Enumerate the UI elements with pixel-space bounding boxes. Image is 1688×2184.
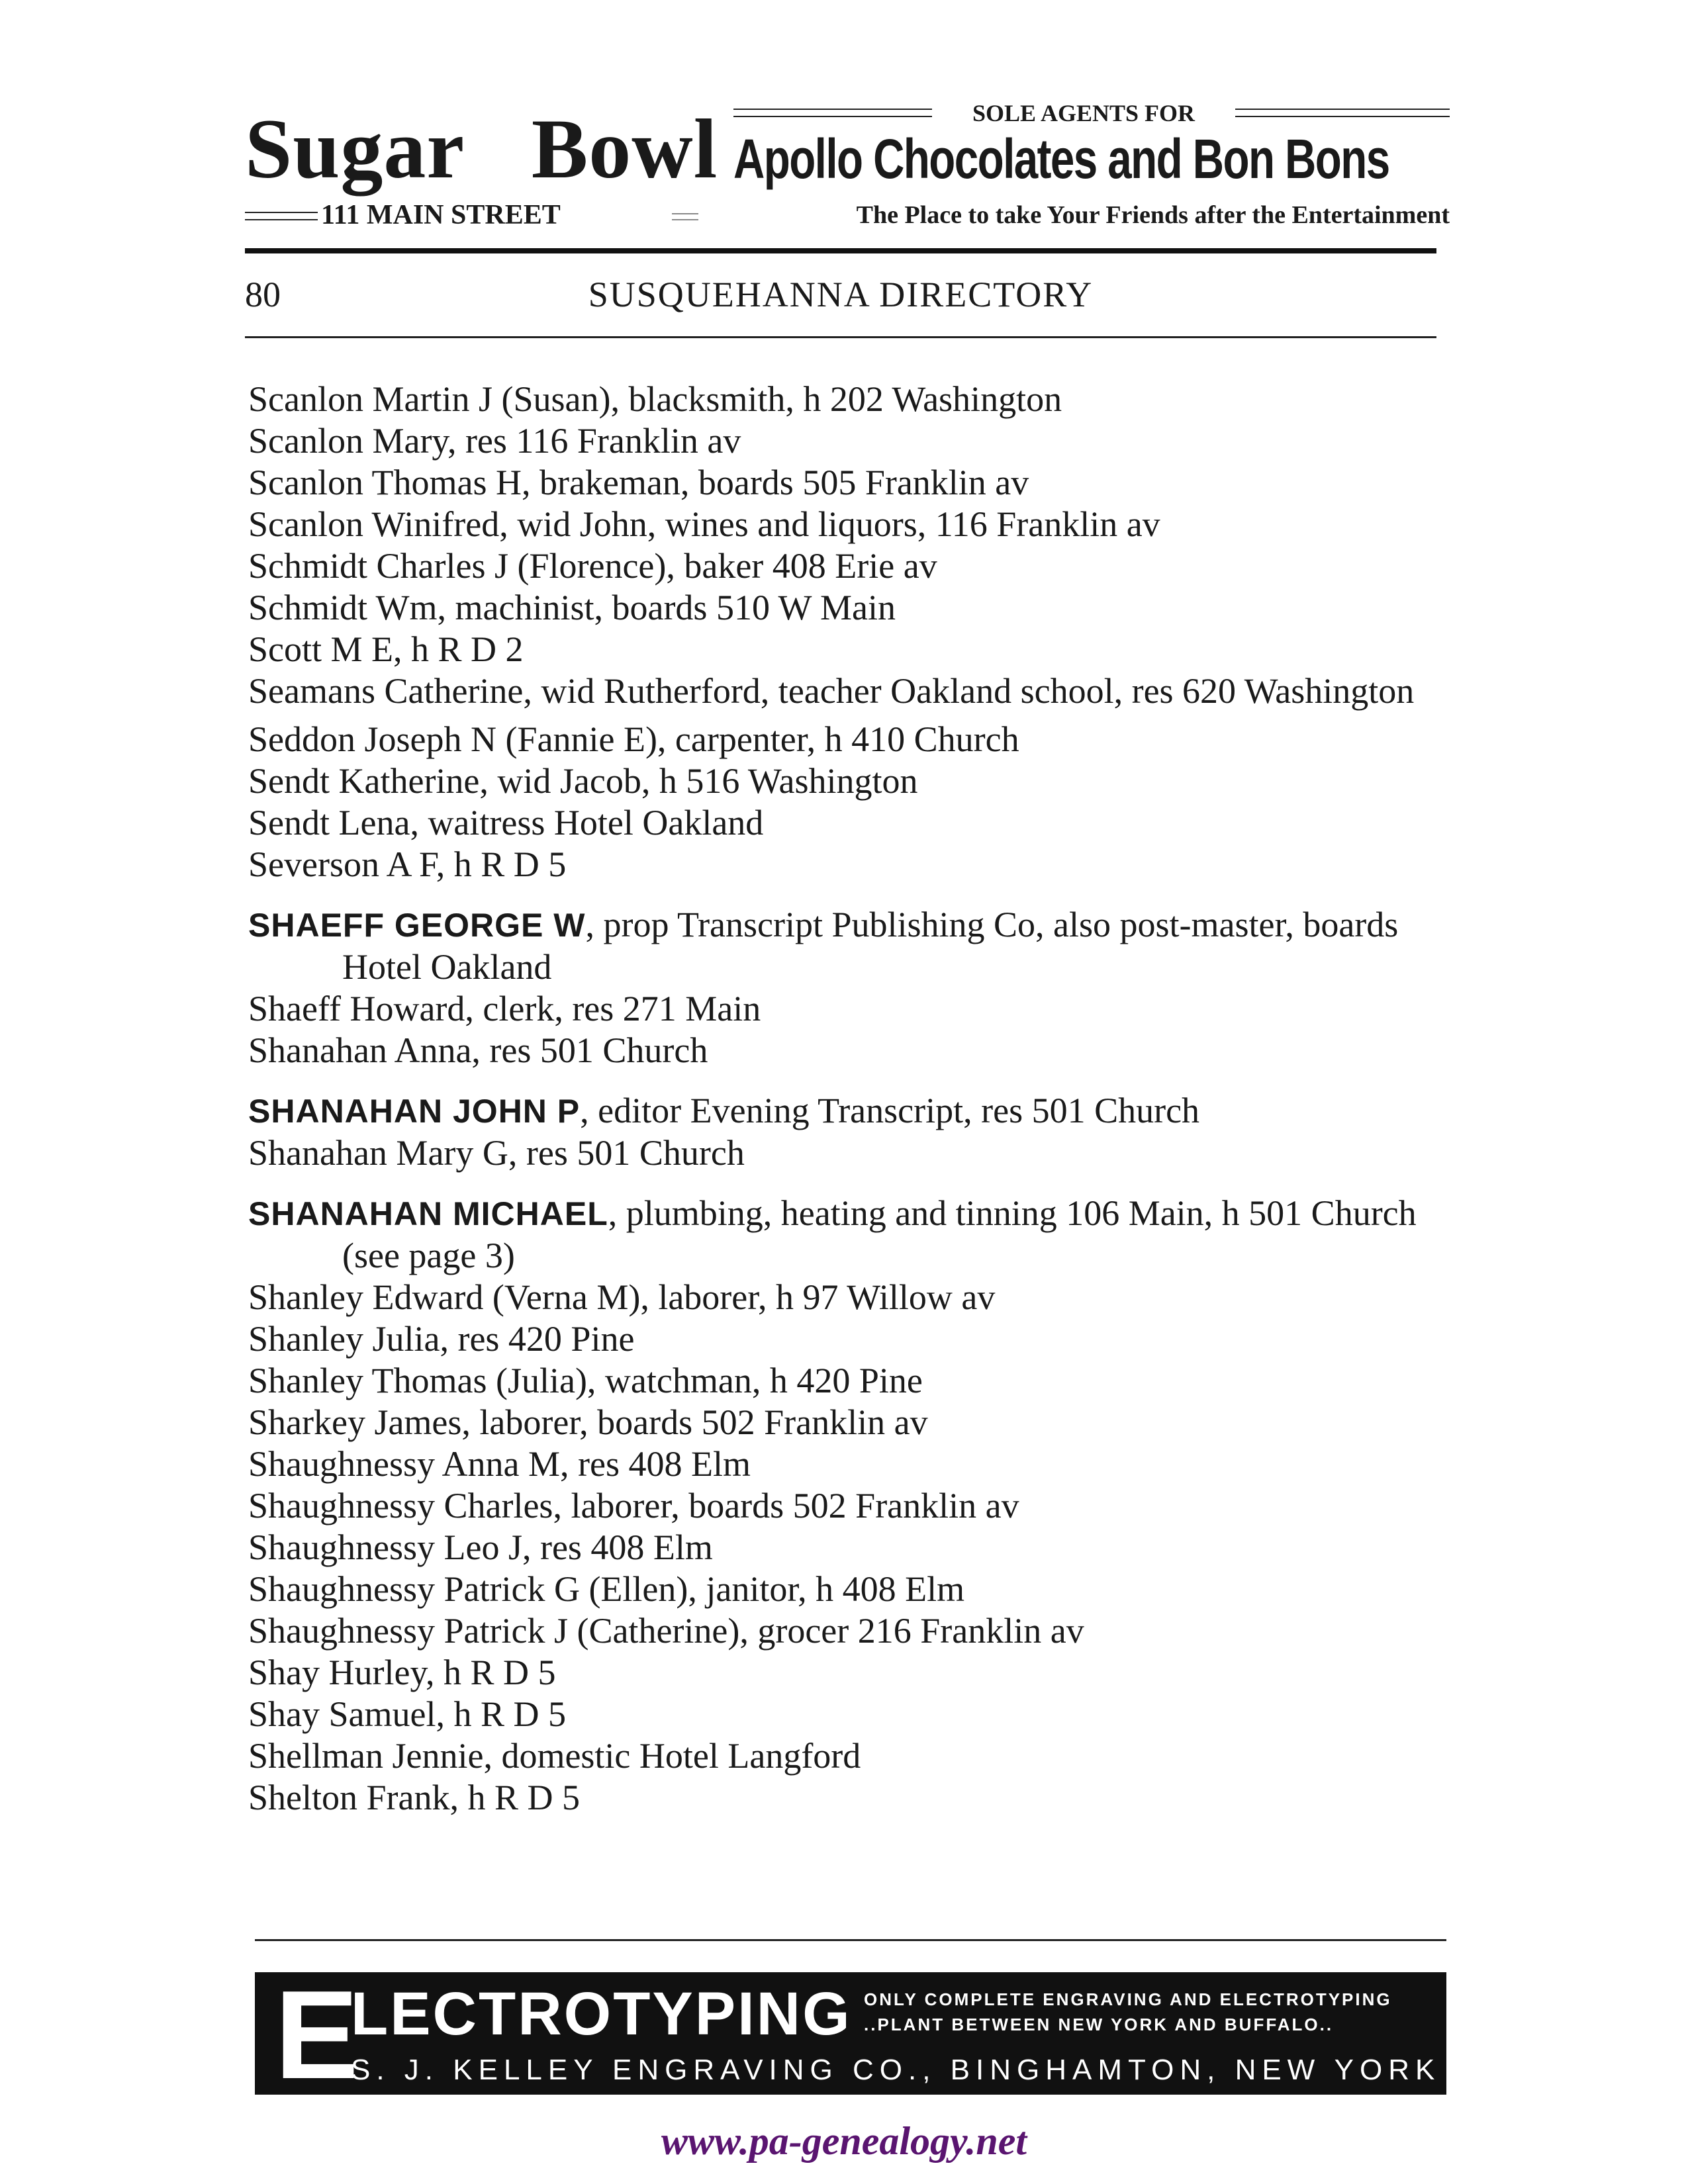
directory-entry bbox=[248, 1402, 1446, 1443]
directory-entry bbox=[248, 1318, 1446, 1360]
ad-headline: LECTROTYPING bbox=[351, 1980, 852, 2048]
directory-entry bbox=[248, 1527, 1446, 1569]
entry-name: Sendt Katherine bbox=[248, 761, 480, 801]
entry-name: Shaeff Howard bbox=[248, 989, 465, 1028]
entry-name: Scanlon Mary bbox=[248, 421, 447, 461]
directory-entry bbox=[248, 1777, 1446, 1819]
entry-name: Shaughnessy Anna M bbox=[248, 1444, 560, 1484]
website-link[interactable]: www.pa-genealogy.net bbox=[661, 2119, 1027, 2163]
directory-entry bbox=[248, 1132, 1446, 1174]
directory-entry bbox=[248, 379, 1446, 420]
directory-entry bbox=[248, 988, 1446, 1030]
ad-notice-line: ..PLANT BETWEEN NEW YORK AND BUFFALO.. bbox=[864, 2015, 1334, 2034]
directory-entry bbox=[248, 629, 1446, 670]
directory-entry bbox=[248, 504, 1446, 545]
entry-details: , wid Rutherford, teacher Oakland school, res 620 Washington bbox=[523, 671, 1415, 711]
sugar-bowl-title: Sugar Bowl bbox=[245, 102, 718, 196]
footer-advertisement bbox=[255, 1972, 1446, 2095]
entry-details: , plumbing, heating and tinning 106 Main, h 501 Church (see page 3) bbox=[342, 1193, 1417, 1275]
tagline: The Place to take Your Friends after the Entertainment bbox=[856, 201, 1450, 229]
ad-notice bbox=[864, 1987, 1433, 2037]
entry-details: (Susan), blacksmith, h 202 Washington bbox=[492, 379, 1062, 419]
entry-name: Sendt Lena bbox=[248, 803, 410, 842]
street-address: 111 MAIN STREET bbox=[321, 200, 561, 230]
directory-entry bbox=[248, 844, 1446, 886]
entry-name: Shellman Jennie bbox=[248, 1736, 484, 1776]
directory-entry bbox=[248, 1277, 1446, 1318]
entry-name: Scott M E bbox=[248, 629, 394, 669]
entry-details: (Fannie E), carpenter, h 410 Church bbox=[496, 719, 1019, 759]
directory-entry bbox=[248, 1569, 1446, 1610]
entry-name: Severson A F bbox=[248, 844, 436, 884]
entry-details: (Ellen), janitor, h 408 Elm bbox=[579, 1569, 965, 1609]
entry-name: Shelton Frank bbox=[248, 1778, 450, 1817]
entry-details: , clerk, res 271 Main bbox=[465, 989, 761, 1028]
double-rule bbox=[245, 212, 318, 220]
entry-details: , brakeman, boards 505 Franklin av bbox=[521, 463, 1029, 502]
directory-entry bbox=[248, 1360, 1446, 1402]
entry-details: , h R D 5 bbox=[436, 1694, 566, 1734]
entry-name: Shaughnessy Patrick G bbox=[248, 1569, 580, 1609]
entry-name: Scanlon Thomas H bbox=[248, 463, 522, 502]
double-rule bbox=[733, 109, 932, 117]
entry-name: Shaughnessy Patrick J bbox=[248, 1611, 568, 1651]
entry-details: , res 116 Franklin av bbox=[447, 421, 741, 461]
directory-entry bbox=[248, 760, 1446, 802]
directory-entry bbox=[248, 1485, 1446, 1527]
entry-name: Sharkey James bbox=[248, 1402, 462, 1442]
entry-name: Shanley Thomas bbox=[248, 1361, 487, 1400]
ad-notice-line: ONLY COMPLETE ENGRAVING AND ELECTROTYPING bbox=[864, 1989, 1392, 2009]
directory-entry bbox=[248, 802, 1446, 844]
entry-details: (Catherine), grocer 216 Franklin av bbox=[567, 1611, 1084, 1651]
directory-entry bbox=[248, 1030, 1446, 1071]
directory-entry bbox=[248, 1694, 1446, 1735]
entry-name: SHANAHAN JOHN P bbox=[248, 1093, 581, 1130]
directory-entry bbox=[248, 545, 1446, 587]
entry-name: Scanlon Winifred bbox=[248, 504, 500, 544]
entry-details: (Verna M), laborer, h 97 Willow av bbox=[483, 1277, 996, 1317]
sole-agents-label: SOLE AGENTS FOR bbox=[972, 100, 1196, 126]
entry-details: (Julia), watchman, h 420 Pine bbox=[487, 1361, 923, 1400]
directory-entries bbox=[248, 379, 1446, 1819]
entry-name: Shanley Edward bbox=[248, 1277, 484, 1317]
entry-name: Shanahan Mary G bbox=[248, 1133, 508, 1173]
entry-name: Shaughnessy Charles bbox=[248, 1486, 553, 1525]
ad-company: S. J. KELLEY ENGRAVING CO., BINGHAMTON, NEW YORK bbox=[351, 2054, 1441, 2086]
entry-name: Schmidt Wm bbox=[248, 588, 438, 627]
entry-details: , h R D 5 bbox=[449, 1778, 581, 1817]
entry-details: , wid Jacob, h 516 Washington bbox=[479, 761, 918, 801]
running-head-rule bbox=[245, 336, 1436, 338]
entry-details: , editor Evening Transcript, res 501 Church bbox=[580, 1091, 1200, 1130]
directory-entry bbox=[248, 587, 1446, 629]
entry-details: , domestic Hotel Langford bbox=[483, 1736, 861, 1776]
entry-details: , wid John, wines and liquors, 116 Franklin av bbox=[499, 504, 1160, 544]
product-title: Apollo Chocolates and Bon Bons bbox=[733, 128, 1389, 190]
entry-details: , res 501 Church bbox=[508, 1133, 745, 1173]
entry-name: SHAEFF GEORGE W bbox=[248, 907, 586, 944]
directory-title: SUSQUEHANNA DIRECTORY bbox=[588, 275, 1094, 314]
entry-name: Shaughnessy Leo J bbox=[248, 1527, 522, 1567]
directory-entry bbox=[248, 462, 1446, 504]
directory-entry bbox=[248, 1652, 1446, 1694]
directory-entry bbox=[248, 1610, 1446, 1652]
entry-details: , res 408 Elm bbox=[522, 1527, 713, 1567]
address-line bbox=[245, 199, 688, 232]
directory-entry bbox=[248, 420, 1446, 462]
entry-name: Shay Samuel bbox=[248, 1694, 436, 1734]
header-rule bbox=[245, 248, 1436, 253]
entry-details: , res 501 Church bbox=[471, 1030, 708, 1070]
entry-details: , laborer, boards 502 Franklin av bbox=[461, 1402, 928, 1442]
entry-details: , laborer, boards 502 Franklin av bbox=[553, 1486, 1019, 1525]
header-advertisement bbox=[245, 99, 1450, 232]
footer-rule bbox=[255, 1939, 1446, 1941]
entry-name: Shay Hurley bbox=[248, 1653, 426, 1692]
directory-entry bbox=[248, 719, 1446, 760]
directory-entry bbox=[248, 670, 1446, 712]
entry-details: , machinist, boards 510 W Main bbox=[437, 588, 896, 627]
entry-details: , res 420 Pine bbox=[440, 1319, 635, 1359]
directory-entry-featured bbox=[248, 1090, 1446, 1132]
entry-details: , h R D 5 bbox=[425, 1653, 556, 1692]
entry-details: , res 408 Elm bbox=[560, 1444, 751, 1484]
directory-entry-featured bbox=[248, 1193, 1446, 1277]
entry-name: Shanley Julia bbox=[248, 1319, 440, 1359]
ad-initial: E bbox=[275, 1972, 359, 2095]
entry-name: SHANAHAN MICHAEL bbox=[248, 1195, 608, 1232]
double-rule bbox=[672, 213, 698, 220]
entry-name: Seddon Joseph N bbox=[248, 719, 496, 759]
directory-entry bbox=[248, 1443, 1446, 1485]
entry-details: (Florence), baker 408 Erie av bbox=[508, 546, 937, 586]
entry-name: Shanahan Anna bbox=[248, 1030, 472, 1070]
page-number: 80 bbox=[245, 275, 281, 314]
directory-entry bbox=[248, 1735, 1446, 1777]
entry-name: Seamans Catherine bbox=[248, 671, 524, 711]
apollo-ad bbox=[733, 99, 1450, 232]
entry-details: , waitress Hotel Oakland bbox=[410, 803, 764, 842]
double-rule bbox=[1235, 109, 1450, 117]
directory-entry-featured bbox=[248, 904, 1446, 988]
entry-name: Scanlon Martin J bbox=[248, 379, 492, 419]
entry-details: , h R D 5 bbox=[436, 844, 567, 884]
entry-details: , h R D 2 bbox=[393, 629, 524, 669]
entry-details: , prop Transcript Publishing Co, also post-master, boards Hotel Oakland bbox=[342, 905, 1399, 987]
entry-name: Schmidt Charles J bbox=[248, 546, 508, 586]
